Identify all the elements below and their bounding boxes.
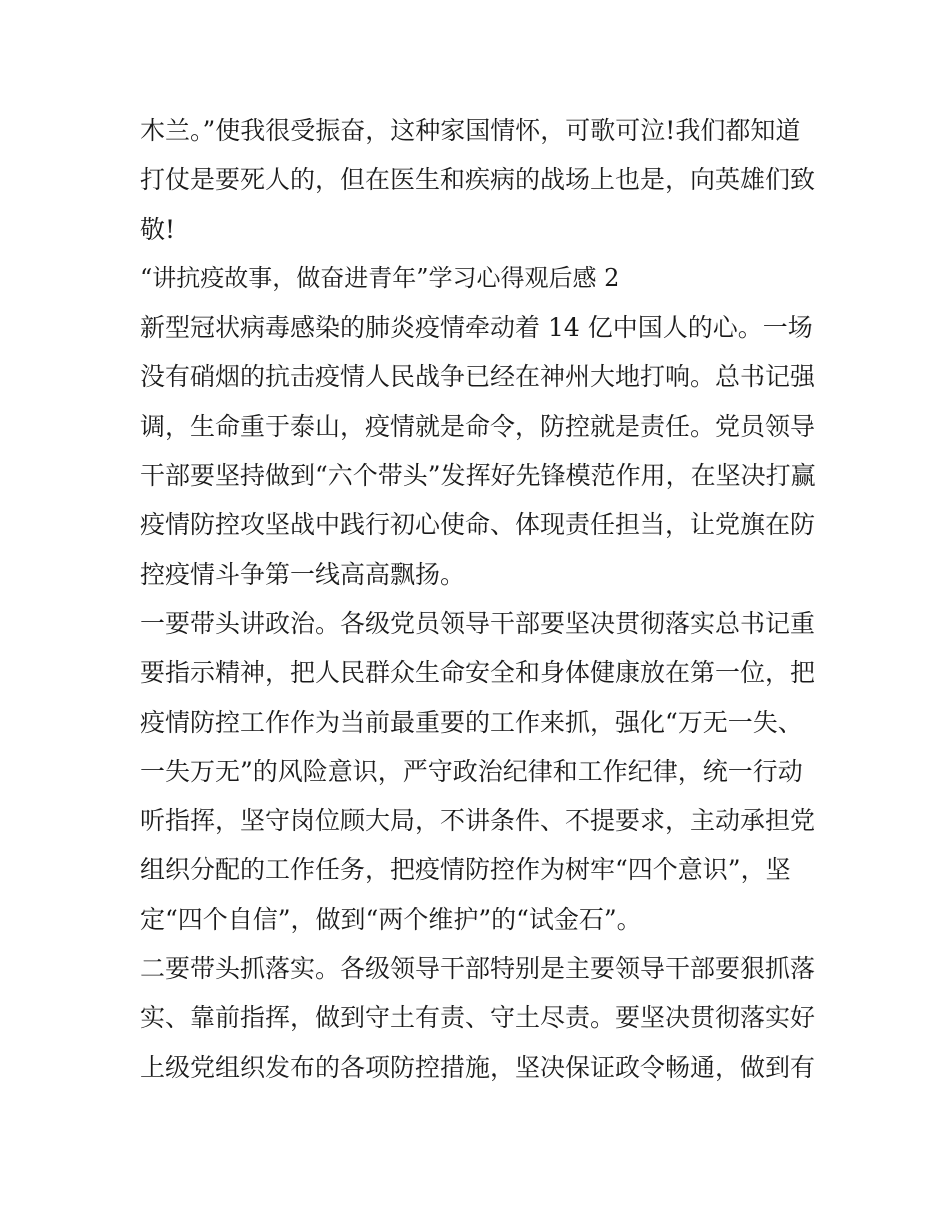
- text-line: 控疫情斗争第一线高高飘扬。: [140, 559, 466, 589]
- section-heading: “讲抗疫故事，做奋进青年”学习心得观后感 2: [140, 263, 620, 292]
- text-line: 干部要坚持做到“六个带头”发挥好先锋模范作用，在坚决打赢: [140, 461, 816, 491]
- text-line: 上级党组织发布的各项防控措施，坚决保证政令畅通，做到有: [140, 1052, 816, 1082]
- text-line: 打仗是要死人的，但在医生和疾病的战场上也是，向英雄们致: [140, 165, 816, 195]
- text-line: 疫情防控攻坚战中践行初心使命、体现责任担当，让党旗在防: [140, 510, 816, 540]
- document-page: [140, 106, 816, 1092]
- text-line: 组织分配的工作任务，把疫情防控作为树牢“四个意识”，坚: [140, 855, 791, 885]
- text-line: 没有硝烟的抗击疫情人民战争已经在神州大地打响。总书记强: [140, 362, 816, 392]
- text-line: 木兰。”使我很受振奋，这种家国情怀，可歌可泣!我们都知道: [140, 116, 801, 145]
- text-line: 敬!: [140, 214, 176, 244]
- text-line: 疫情防控工作作为当前最重要的工作来抓，强化“万无一失、: [140, 707, 803, 737]
- text-line: 二要带头抓落实。各级领导干部特别是主要领导干部要狠抓落: [140, 954, 816, 984]
- text-line: 一要带头讲政治。各级党员领导干部要坚决贯彻落实总书记重: [140, 608, 816, 638]
- text-line: 实、靠前指挥，做到守土有责、守土尽责。要坚决贯彻落实好: [140, 1003, 816, 1033]
- text-line: 要指示精神，把人民群众生命安全和身体健康放在第一位，把: [140, 658, 816, 688]
- text-line: 新型冠状病毒感染的肺炎疫情牵动着 14 亿中国人的心。一场: [140, 313, 813, 343]
- text-line: 定“四个自信”，做到“两个维护”的“试金石”。: [140, 904, 642, 934]
- text-line: 一失万无”的风险意识，严守政治纪律和工作纪律，统一行动: [140, 756, 803, 786]
- text-line: 听指挥，坚守岗位顾大局，不讲条件、不提要求，主动承担党: [140, 806, 816, 836]
- text-line: 调，生命重于泰山，疫情就是命令，防控就是责任。党员领导: [140, 411, 816, 441]
